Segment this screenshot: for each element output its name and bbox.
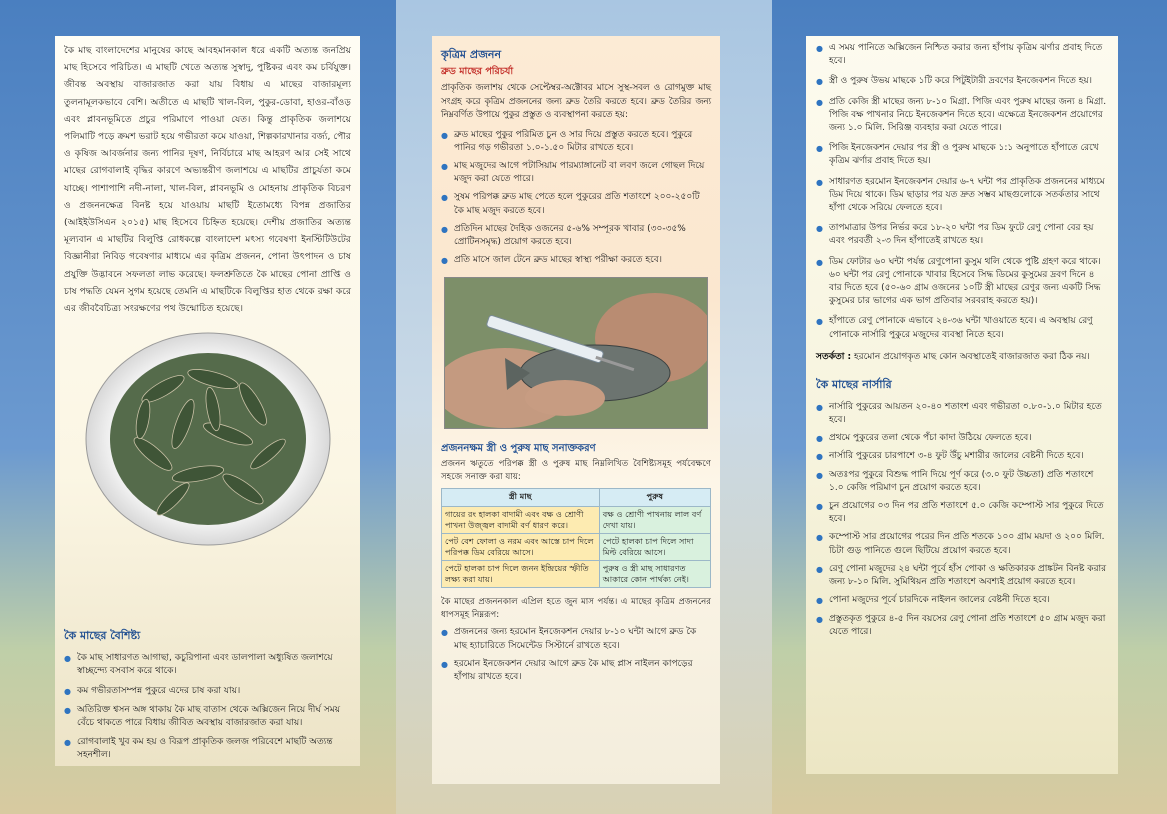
list-item: ● সাধারণত হরমোন ইনজেকশন দেয়ার ৬-৭ ঘন্টা পর প্রাকৃতিক প্রজননের মাধ্যমে ডিম দিয়ে থাকে। ডিম ছাড়ার পর যত দ্রুত সম্ভব মাছগুলোকে সতর্কতার সাথে হাঁপা থেকে সরিয়ে ফেলতে হবে। bbox=[816, 176, 1108, 216]
intro-paragraph: কৈ মাছ বাংলাদেশের মানুষের কাছে আবহমানকাল ধরে একটি অত্যন্ত জনপ্রিয় মাছ হিসেবে পরিচিত। এ মাছটি খেতে অত্যন্ত সুস্বাদু, পুষ্টিকর এবং কম চর্বিযুক্ত। জীবন্ত অবস্থায় বাজারজাত করা যায় বিধায় এ মাছের বাজারমূল্য তুলনামূলকভাবে বেশি। অতীতে এ মাছটি খাল-বিল, পুকুর-ডোবা, হাওর-বাঁওড় এবং প্লাবনভূমিতে প্রচুর পরিমাণে পাওয়া যেত। কিন্তু প্রাকৃতিক জলাশয়ে পলিমাটি পড়ে ক্রমশ ভরাট হয়ে গভীরতা কমে যাওয়া, শিল্পকারখানার বর্জ্য, পৌর ও কৃষিজ আবর্জনার জন্য পানির দূষণ, নির্বিচারে মাছ আহরণ আর সেই সাথে মাছের রোগবালাই বৃদ্ধির কারণে অভ্যন্তরীণ জলাশয়ে এ মাছটির প্রাচুর্যতা কমে যাচ্ছে। পাশাপাশি নদী-নালা, খাল-বিল, প্লাবনভূমি ও মোহনায় প্রাকৃতিক বিচরণ ও প্রজননক্ষেত্র বিনষ্ট হয়ে যাওয়ায় মাছটি ইতোমধ্যে বিপন্ন প্রজাতির (আইইউসিএন ২০১৫) মাছ হিসেবে চিহ্নিত হয়েছে। দেশীয় প্রজাতির অত্যন্ত মূল্যবান এ মাছটির বিলুপ্তি রোধকল্পে বাংলাদেশ মৎস্য গবেষণা ইনস্টিটিউটের বিজ্ঞানীরা নিবিড় গবেষণার মাধ্যমে এর কৃত্রিম প্রজনন, পোনা উৎপাদন ও চাষ প্রযুক্তি উদ্ভাবনে সফলতা লাভ করেছে। ফলশ্রুতিতে কৈ মাছের পোনা প্রাপ্তি ও চাষ পদ্ধতি যেমন সুগম হয়েছে তেমনি এ মাছটিকে বিলুপ্তির হাত থেকে রক্ষা করে এর জীববৈচিত্র্য সংরক্ষণের পথ উন্মোচিত হয়েছে। bbox=[64, 45, 351, 315]
table-cell: পেট বেশ ফোলা ও নরম এবং আস্তে চাপ দিলে পরিপক্ক ডিম বেরিয়ে আসে। bbox=[442, 534, 600, 561]
list-item: ● পিজি ইনজেকশন দেয়ার পর স্ত্রী ও পুরুষ মাছকে ১:১ অনুপাতে হাঁপাতে রেখে কৃত্রিম ঝর্ণার প্রবাহ দিতে হয়। bbox=[816, 142, 1108, 168]
table-cell: পেটে হালকা চাপ দিলে জনন ইন্দ্রিয়ের স্ফীতি লক্ষ্য করা যায়। bbox=[442, 561, 600, 588]
table-cell: গায়ের রং হালকা বাদামী এবং বক্ষ ও শ্রোণী পাখনা উজ্জ্বল বাদামী বর্ণ ধারণ করে। bbox=[442, 507, 600, 534]
list-item: ● স্ত্রী ও পুরুষ উভয় মাছকে ১টি করে পিটুইটারী দ্রবণের ইনজেকশন দিতে হয়। bbox=[816, 75, 1108, 88]
table-cell: বক্ষ ও শ্রোণী পাখনায় লাল বর্ণ দেখা যায়। bbox=[599, 507, 710, 534]
injection-steps-list bbox=[816, 42, 1108, 342]
nursery-list bbox=[816, 401, 1108, 639]
features-heading: কৈ মাছের বৈশিষ্ট্য bbox=[64, 629, 141, 643]
table-row bbox=[442, 507, 711, 534]
list-item: ● মাছ মজুদের আগে পটাসিয়াম পারম্যাঙ্গানেট বা লবণ জলে গোছল দিয়ে মজুদ করা যেতে পারে। bbox=[441, 160, 711, 186]
list-item: ● প্রথমে পুকুরের তলা থেকে পঁচা কাদা উঠিয়ে ফেলতে হবে। bbox=[816, 432, 1108, 445]
caution-text: হরমোন প্রয়োগকৃত মাছ কোন অবস্থাতেই বাজারজাত করা ঠিক নয়। bbox=[851, 351, 1090, 362]
table-cell: পুরুষ ও স্ত্রী মাছ সাধারণত আকারে কোন পার্থক্য নেই। bbox=[599, 561, 710, 588]
brood-intro: প্রাকৃতিক জলাশয় থেকে সেপ্টেম্বর-অক্টোবর মাসে সুস্থ-সবল ও রোগমুক্ত মাছ সংগ্রহ করে কৃত্রিম প্রজননের জন্য ব্রুড তৈরি করতে হবে। ব্রুড তৈরির জন্য নিম্নবর্ণিত উপায়ে পুকুর প্রস্তুত ও ব্যবস্থাপনা করতে হয়: bbox=[441, 83, 711, 120]
features-list bbox=[64, 652, 351, 762]
table-cell: পেটে হালকা চাপ দিলে সাদা মিল্ট বেরিয়ে আসে। bbox=[599, 534, 710, 561]
list-item: ● প্রজননের জন্য হরমোন ইনজেকশন দেয়ার ৮-১০ ঘন্টা আগে ব্রুড কৈ মাছ হ্যাচারিতে সিমেন্টেড সিস্টার্নে রাখতে হবে। bbox=[441, 626, 711, 652]
panel-nursery bbox=[806, 36, 1118, 774]
brood-steps-list bbox=[441, 129, 711, 268]
list-item: ● হরমোন ইনজেকশন দেয়ার আগে ব্রুড কৈ মাছ প্লাস নাইলন কাপড়ের হাঁপায় রাখতে হবে। bbox=[441, 658, 711, 684]
breeding-heading: কৃত্রিম প্রজনন bbox=[441, 48, 502, 61]
injection-photo bbox=[444, 277, 708, 429]
list-item: ● অতিরিক্ত শ্বসন অঙ্গ থাকায় কৈ মাছ বাতাস থেকে অক্সিজেন নিয়ে দীর্ঘ সময় বেঁচে থাকতে পারে বিধায় জীবিত অবস্থায় বাজারজাত করা যায়। bbox=[64, 704, 351, 730]
list-item: ● অতঃপর পুকুরে বিশুদ্ধ পানি দিয়ে পূর্ণ করে (৩.০ ফুট উচ্চতা) প্রতি শতাংশে ১.০ কেজি পরিমাণ চুন প্রয়োগ করতে হবে। bbox=[816, 469, 1108, 495]
list-item: ● নার্সারি পুকুরের আয়তন ২০-৪০ শতাংশ এবং গভীরতা ০.৮০-১.০ মিটার হতে হবে। bbox=[816, 401, 1108, 427]
list-item: ● কম গভীরতাসম্পন্ন পুকুরে এদের চাষ করা যায়। bbox=[64, 685, 351, 698]
list-item: ● এ সময় পানিতে অক্সিজেন নিশ্চিত করার জন্য হাঁপায় কৃত্রিম ঝর্ণার প্রবাহ দিতে হবে। bbox=[816, 42, 1108, 68]
list-item: ● ডিম ফোটার ৬০ ঘন্টা পর্যন্ত রেণুপোনা কুসুম থলি থেকে পুষ্টি গ্রহণ করে থাকে। ৬০ ঘন্টা পর রেণু পোনাকে খাবার হিসেবে সিদ্ধ ডিমের কুসুমের দ্রবণ দিনে ৪ বার দিতে হবে (৫০-৬০ গ্রাম ওজনের ১০টি স্ত্রী মাছের রেণুর জন্য একটি সিদ্ধ কুসুমের চার ভাগের এক ভাগ প্রতিবার সরবরাহ করতে হয়)। bbox=[816, 256, 1108, 309]
list-item: ● পোনা মজুদের পূর্বে চারদিকে নাইলন জালের বেষ্টনী দিতে হবে। bbox=[816, 594, 1108, 607]
table-row bbox=[442, 534, 711, 561]
sex-identification-intro: প্রজনন ঋতুতে পরিপক্ক স্ত্রী ও পুরুষ মাছ নিম্নলিখিত বৈশিষ্ট্যসমূহ পর্যবেক্ষণে সহজে সনাক্ত করা যায়: bbox=[441, 459, 711, 483]
list-item: ● তাপমাত্রার উপর নির্ভর করে ১৮-২০ ঘন্টা পর ডিম ফুটে রেণু পোনা বের হয় এবং পরবর্তী ২-৩ দিন হাঁপাতেই রাখতে হয়। bbox=[816, 222, 1108, 248]
breeding-season-text: কৈ মাছের প্রজননকাল এপ্রিল হতে জুন মাস পর্যন্ত। এ মাছের কৃত্রিম প্রজননের ধাপসমূহ নিম্নরূপ: bbox=[441, 597, 711, 621]
list-item: ● ব্রুড মাছের পুকুর পরিমিত চুন ও সার দিয়ে প্রস্তুত করতে হবে। পুকুরে পানির গড় গভীরতা ১.০-১.৫০ মিটার রাখতে হবে। bbox=[441, 129, 711, 155]
brood-care-subheading: ব্রুড মাছের পরিচর্যা bbox=[441, 66, 514, 77]
list-item: ● চুন প্রয়োগের ০৩ দিন পর প্রতি শতাংশে ৫.০ কেজি কম্পোস্ট সার পুকুরে দিতে হবে। bbox=[816, 500, 1108, 526]
list-item: ● প্রতি মাসে জাল টেনে ব্রুড মাছের স্বাস্থ্য পরীক্ষা করতে হবে। bbox=[441, 254, 711, 267]
sex-comparison-table bbox=[441, 488, 711, 588]
nursery-heading: কৈ মাছের নার্সারি bbox=[816, 377, 892, 391]
list-item: ● হাঁপাতে রেণু পোনাকে এভাবে ২৪-৩৬ ঘন্টা খাওয়াতে হবে। এ অবস্থায় রেণু পোনাকে নার্সারি পুকুরে মজুদের ব্যবস্থা নিতে হবে। bbox=[816, 315, 1108, 341]
list-item: ● প্রস্তুতকৃত পুকুরে ৪-৫ দিন বয়সের রেণু পোনা প্রতি শতাংশে ৫০ গ্রাম মজুদ করা যেতে পারে। bbox=[816, 613, 1108, 639]
caution-label: সতর্কতা : bbox=[816, 351, 852, 362]
fish-plate-photo bbox=[83, 329, 333, 549]
list-item: ● প্রতি কেজি স্ত্রী মাছের জন্য ৮-১০ মিগ্রা. পিজি এবং পুরুষ মাছের জন্য ৪ মিগ্রা. পিজি বক্ষ পাখনার নিচে ইনজেকশন দিতে হবে। এক্ষেত্রে ইনজেকশন প্রয়োগের জন্য ১.০ মিলি. সিরিঞ্জ ব্যবহার করা যেতে পারে। bbox=[816, 96, 1108, 136]
list-item: ● কৈ মাছ সাধারণত আগাছা, কচুরিপানা এবং ডালপালা অধ্যুষিত জলাশয়ে স্বাচ্ছন্দ্যে বসবাস করে থাকে। bbox=[64, 652, 351, 678]
table-row bbox=[442, 561, 711, 588]
list-item: ● নার্সারি পুকুরের চারপাশে ৩-৪ ফুট উঁচু মশারীর জালের বেষ্টনী দিতে হবে। bbox=[816, 450, 1108, 463]
caution-note bbox=[816, 350, 1108, 364]
female-column-header: স্ত্রী মাছ bbox=[442, 489, 600, 507]
panel-intro bbox=[55, 36, 360, 766]
list-item: ● কম্পোস্ট সার প্রয়োগের পরের দিন প্রতি শতকে ১০০ গ্রাম ময়দা ও ২০০ মিলি. চিটা গুড় পানিতে গুলে ছিটিয়ে প্রয়োগ করতে হবে। bbox=[816, 531, 1108, 557]
male-column-header: পুরুষ bbox=[599, 489, 710, 507]
breeding-steps-list bbox=[441, 626, 711, 684]
panel-breeding bbox=[432, 36, 720, 784]
list-item: ● সুষম পরিপক্ক ব্রুড মাছ পেতে হলে পুকুরের প্রতি শতাংশে ২০০-২৫০টি কৈ মাছ মজুদ করতে হবে। bbox=[441, 191, 711, 217]
list-item: ● রোগবালাই খুব কম হয় ও বিরূপ প্রাকৃতিক জলজ পরিবেশে মাছটি অত্যন্ত সহনশীল। bbox=[64, 736, 351, 762]
list-item: ● রেণু পোনা মজুদের ২৪ ঘন্টা পূর্বে হাঁস পোকা ও ক্ষতিকারক প্রাঙ্কটন বিনষ্ট করার জন্য ৮-১০ মিলি. সুমিথিয়ন প্রতি শতাংশে অবশ্যই প্রয়োগ করতে হবে। bbox=[816, 563, 1108, 589]
list-item: ● প্রতিদিন মাছের দৈহিক ওজনের ৫-৬% সম্পূরক খাবার (৩০-৩৫% প্রোটিনসমৃদ্ধ) প্রয়োগ করতে হবে। bbox=[441, 223, 711, 249]
sex-identification-heading: প্রজননক্ষম স্ত্রী ও পুরুষ মাছ সনাক্তকরণ bbox=[441, 443, 596, 455]
